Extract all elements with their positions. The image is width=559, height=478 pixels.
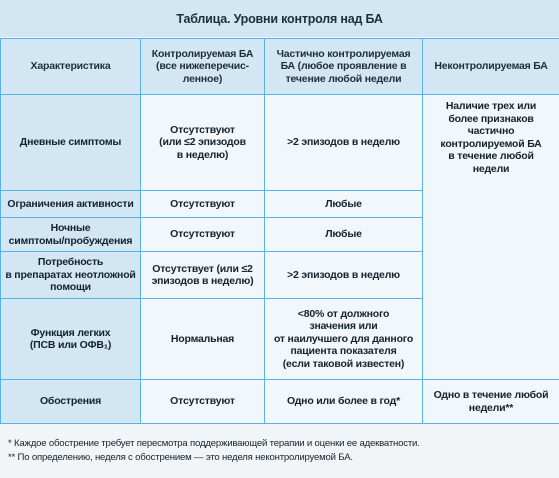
row-label-rescue	[1, 252, 141, 299]
cell-exacerbation-controlled: Отсутствуют	[141, 380, 265, 424]
cell-line: эпизодов в неделю)	[151, 275, 254, 287]
cell-activity-partial: Любые	[265, 191, 423, 218]
header-characteristic: Характеристика	[1, 39, 141, 95]
cell-line: Потребность	[37, 256, 104, 269]
control-levels-table	[0, 38, 559, 424]
header-partial	[265, 39, 423, 95]
cell-line: в препаратах неотложной	[5, 268, 136, 281]
cell-line: в неделю)	[176, 148, 229, 161]
cell-line: Одно в течение любой	[433, 389, 549, 401]
footnote-1: * Каждое обострение требует пересмотра поддерживающей терапии и оценки ее адекватности.	[8, 438, 420, 449]
cell-night-controlled: Отсутствуют	[141, 218, 265, 252]
cell-line: Функция легких	[30, 326, 111, 339]
cell-exacerbation-uncontrolled	[423, 380, 559, 424]
header-uncontrolled: Неконтролируемая БА	[423, 39, 559, 95]
cell-line: значения или	[309, 320, 378, 333]
cell-line: в течение любой	[448, 150, 534, 162]
header-partial-line: течение любой недели	[285, 72, 402, 85]
footnote-2: ** По определению, неделя с обострением — это неделя неконтролируемой БА.	[8, 452, 353, 463]
table-row-exacerbation	[1, 380, 559, 424]
row-label-lung	[1, 299, 141, 380]
header-partial-line: Частично контролируемая	[276, 47, 411, 60]
cell-daytime-controlled	[141, 95, 265, 191]
cell-line: недели	[472, 162, 510, 175]
cell-line: Ночные	[50, 222, 91, 234]
row-label-activity: Ограничения активности	[1, 191, 141, 218]
cell-lung-controlled: Нормальная	[141, 299, 265, 380]
cell-line: <80% от должного	[297, 307, 390, 320]
header-controlled-line: Контролируемая БА	[151, 47, 254, 60]
cell-line: помощи	[50, 281, 91, 294]
cell-exacerbation-partial: Одно или более в год*	[265, 380, 423, 424]
cell-line: (ПСВ или ОФВ₁)	[29, 339, 112, 351]
header-partial-line: БА (любое проявление в	[280, 60, 407, 73]
cell-lung-partial	[265, 299, 423, 380]
cell-rescue-partial: >2 эпизодов в неделю	[265, 252, 423, 299]
header-controlled-line: (все нижеперечис-	[156, 60, 249, 73]
cell-line: от наилучшего для данного	[273, 332, 414, 345]
table-header-row	[1, 39, 559, 95]
cell-line: недели**	[468, 401, 514, 414]
cell-line: симптомы/пробуждения	[8, 234, 133, 247]
table-title: Таблица. Уровни контроля над БА	[0, 0, 559, 37]
cell-line: Отсутствует (или ≤2	[152, 262, 253, 275]
header-controlled-line: ленное)	[182, 72, 223, 85]
header-controlled	[141, 39, 265, 95]
cell-line: (если таковой известен)	[282, 357, 405, 370]
row-label-daytime: Дневные симптомы	[1, 95, 141, 191]
cell-activity-controlled: Отсутствуют	[141, 191, 265, 218]
row-label-night	[1, 218, 141, 252]
table-row-daytime	[1, 95, 559, 191]
cell-line: более признаков	[448, 112, 534, 125]
row-label-exacerbation: Обострения	[1, 380, 141, 424]
cell-uncontrolled-criteria	[423, 95, 559, 380]
cell-line: Отсутствуют	[170, 123, 235, 136]
cell-line: контролируемой БА	[440, 137, 542, 150]
cell-daytime-partial: >2 эпизодов в неделю	[265, 95, 423, 191]
cell-line: пациента показателя	[290, 345, 397, 358]
cell-rescue-controlled	[141, 252, 265, 299]
cell-line: частично	[467, 125, 515, 137]
cell-line: Наличие трех или	[445, 100, 537, 112]
cell-line: (или ≤2 эпизодов	[159, 136, 246, 149]
cell-night-partial: Любые	[265, 218, 423, 252]
